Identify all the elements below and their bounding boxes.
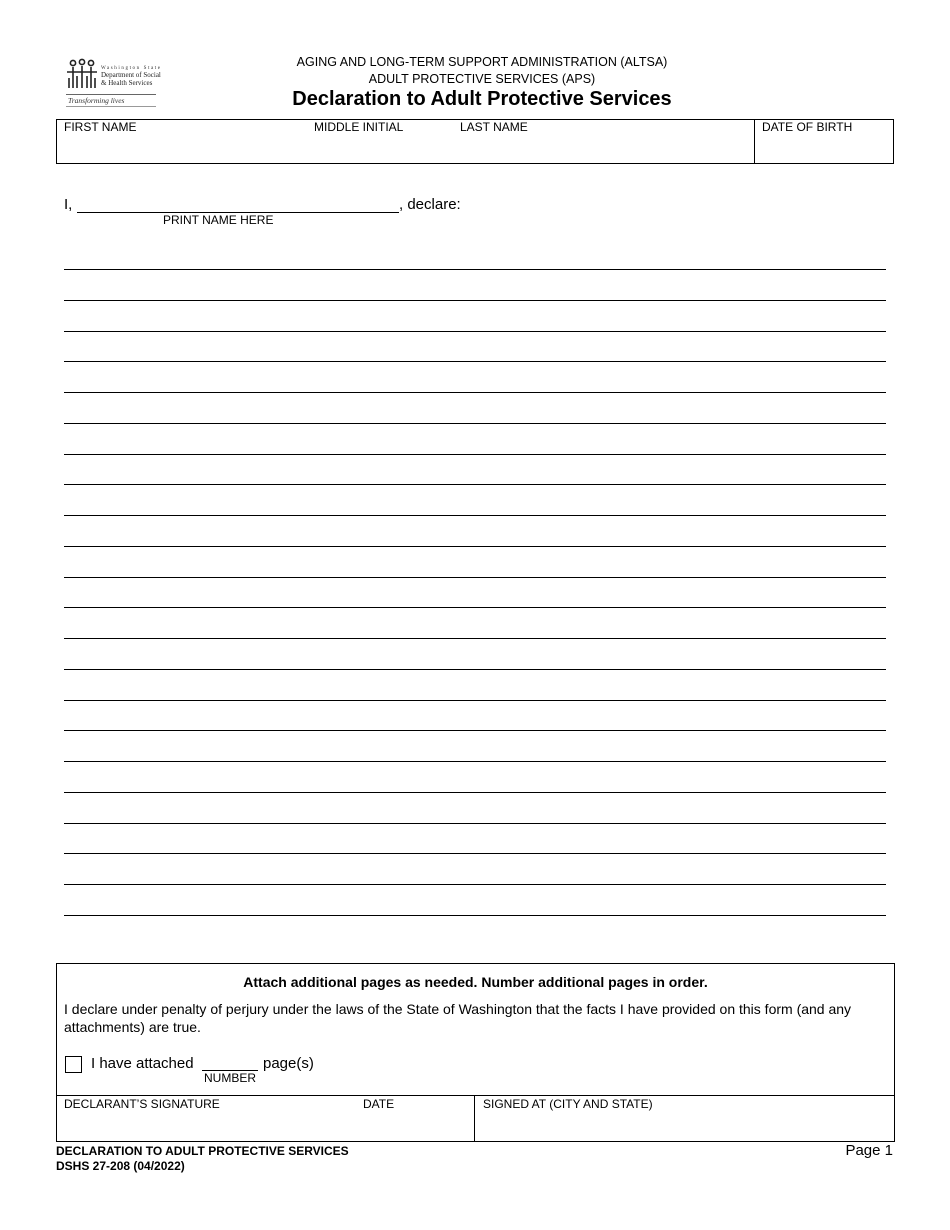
footer-form-title: DECLARATION TO ADULT PROTECTIVE SERVICES <box>56 1144 349 1158</box>
declaration-line[interactable] <box>64 607 886 608</box>
page-title: Declaration to Adult Protective Services <box>292 88 672 110</box>
declaration-line[interactable] <box>64 761 886 762</box>
logo-dept-line1: Department of Social <box>101 71 161 79</box>
header-admin: AGING AND LONG-TERM SUPPORT ADMINISTRATION (ALTSA) <box>296 55 668 69</box>
declaration-line[interactable] <box>64 915 886 916</box>
declare-prefix: I, <box>64 196 73 213</box>
declaration-line[interactable] <box>64 515 886 516</box>
logo-tagline: Transforming lives <box>68 96 125 105</box>
middle-initial-label: MIDDLE INITIAL <box>314 120 404 134</box>
declaration-line[interactable] <box>64 300 886 301</box>
declaration-line[interactable] <box>64 269 886 270</box>
declaration-line[interactable] <box>64 853 886 854</box>
dob-field[interactable] <box>758 137 890 161</box>
logo-dept-line2: & Health Services <box>101 78 153 87</box>
declaration-line[interactable] <box>64 638 886 639</box>
declaration-line[interactable] <box>64 823 886 824</box>
first-name-label: FIRST NAME <box>64 120 137 134</box>
signature-label: DECLARANT’S SIGNATURE <box>64 1097 220 1111</box>
signature-row-divider <box>474 1095 475 1142</box>
date-label: DATE <box>363 1097 395 1111</box>
last-name-label: LAST NAME <box>460 120 528 134</box>
logo-state-text: Washington State <box>101 66 162 71</box>
signature-field[interactable] <box>60 1112 470 1138</box>
number-label: NUMBER <box>204 1071 257 1085</box>
declaration-line[interactable] <box>64 669 886 670</box>
attach-note: Attach additional pages as needed. Number additional pages in order. <box>243 974 708 990</box>
declaration-line[interactable] <box>64 884 886 885</box>
declaration-line[interactable] <box>64 361 886 362</box>
perjury-statement: I declare under penalty of perjury under the laws of the State of Washington that the facts I have provided on this form (and any attachments) are true. <box>64 1001 852 1035</box>
declaration-line[interactable] <box>64 392 886 393</box>
declaration-line[interactable] <box>64 730 886 731</box>
have-attached-label: I have attached <box>91 1055 194 1072</box>
declaration-line[interactable] <box>64 454 886 455</box>
declaration-line[interactable] <box>64 546 886 547</box>
pages-label: page(s) <box>263 1055 314 1072</box>
print-name-label: PRINT NAME HERE <box>163 213 274 227</box>
declaration-line[interactable] <box>64 484 886 485</box>
name-box-divider <box>754 119 755 164</box>
declaration-line[interactable] <box>64 700 886 701</box>
signed-at-label: SIGNED AT (CITY AND STATE) <box>483 1097 653 1111</box>
signed-at-field[interactable] <box>478 1112 890 1138</box>
page-number: Page 1 <box>845 1142 893 1159</box>
declare-suffix: , declare: <box>399 196 461 213</box>
signature-row-top <box>56 1095 895 1096</box>
footer-form-number: DSHS 27-208 (04/2022) <box>56 1159 185 1173</box>
attached-checkbox[interactable] <box>65 1056 82 1073</box>
header-program: ADULT PROTECTIVE SERVICES (APS) <box>368 72 596 86</box>
dob-label: DATE OF BIRTH <box>762 120 853 134</box>
declaration-line[interactable] <box>64 577 886 578</box>
name-field[interactable] <box>60 137 750 161</box>
declaration-line[interactable] <box>64 331 886 332</box>
declaration-line[interactable] <box>64 423 886 424</box>
declaration-line[interactable] <box>64 792 886 793</box>
